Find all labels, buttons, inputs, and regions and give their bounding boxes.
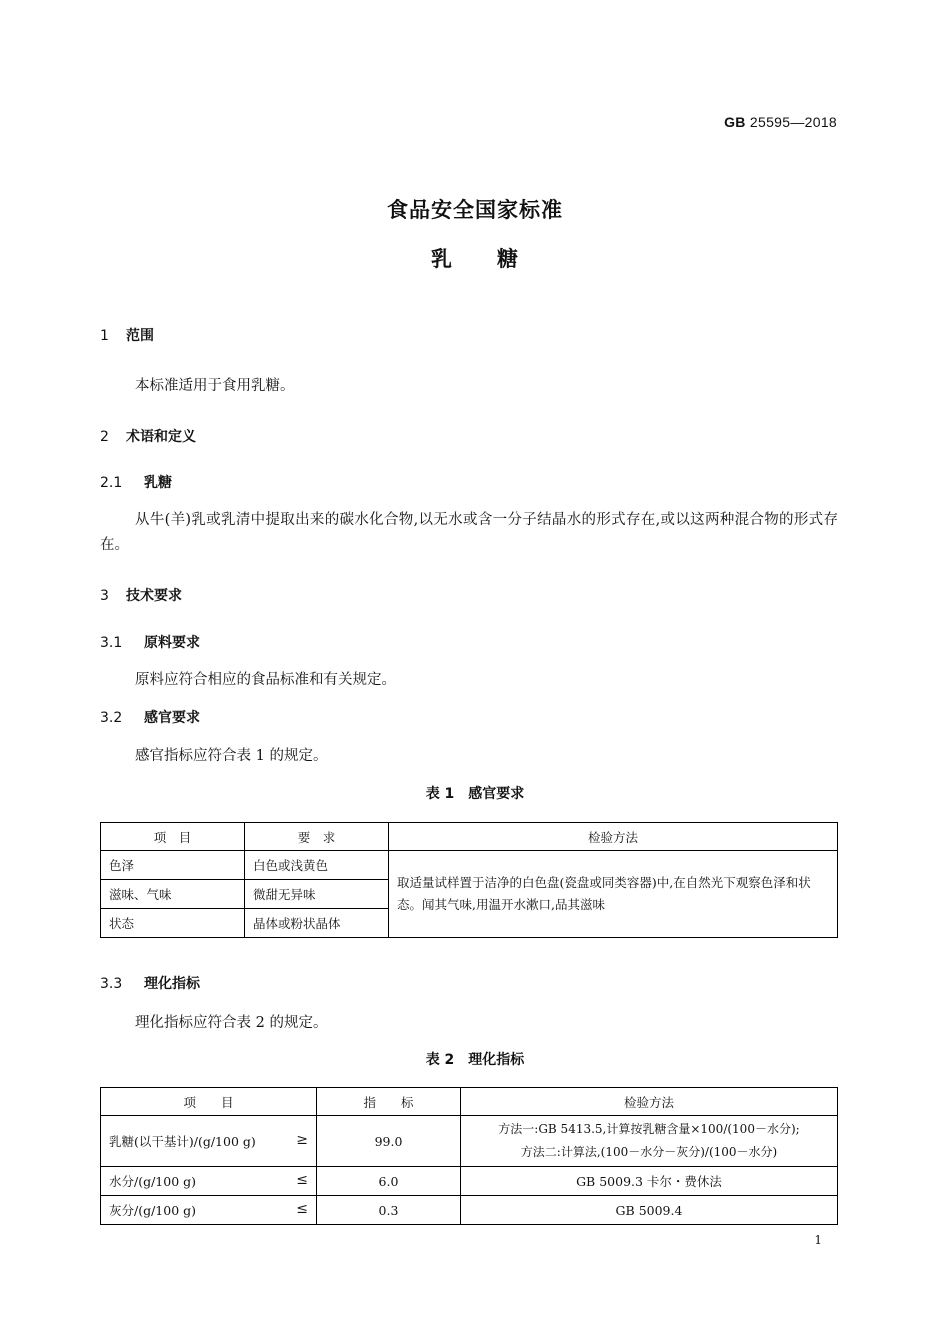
document-title: 食品安全国家标准 bbox=[387, 198, 563, 222]
section-3-heading bbox=[100, 585, 182, 605]
header-cell: 项 目 bbox=[101, 823, 245, 851]
value-cell: 0.3 bbox=[317, 1196, 461, 1225]
item-label: 乳糖(以干基计)/(g/100 g) bbox=[109, 1134, 256, 1149]
item-cell: 滋味、气味 bbox=[101, 880, 245, 909]
requirement-cell: 晶体或粉状晶体 bbox=[245, 909, 389, 938]
method-cell bbox=[461, 1116, 838, 1167]
section-3-1-text: 原料应符合相应的食品标准和有关规定。 bbox=[135, 672, 396, 688]
table-2 bbox=[100, 1087, 838, 1225]
section-number: 2 bbox=[100, 429, 109, 445]
standard-number: 25595—2018 bbox=[749, 114, 837, 130]
section-number: 1 bbox=[100, 328, 109, 344]
item-cell bbox=[101, 1167, 317, 1196]
section-number: 3 bbox=[100, 588, 109, 604]
section-2-heading bbox=[100, 426, 196, 446]
document-subtitle: 乳 糖 bbox=[431, 247, 519, 271]
table-row bbox=[101, 1167, 838, 1196]
table-header-row bbox=[101, 1088, 838, 1116]
item-cell bbox=[101, 1196, 317, 1225]
section-3-3-heading bbox=[100, 973, 200, 993]
standard-code bbox=[724, 114, 837, 130]
method-line: 方法一:GB 5413.5,计算按乳糖含量×100/(100－水分); bbox=[498, 1122, 800, 1136]
table-2-caption: 表 2 理化指标 bbox=[425, 1052, 525, 1068]
section-3-1-heading bbox=[100, 632, 200, 652]
item-label: 灰分/(g/100 g) bbox=[109, 1203, 197, 1218]
header-cell: 项 目 bbox=[101, 1088, 317, 1116]
table-1 bbox=[100, 822, 838, 938]
header-cell: 检验方法 bbox=[461, 1088, 838, 1116]
table-row bbox=[101, 1196, 838, 1225]
item-label: 水分/(g/100 g) bbox=[109, 1174, 197, 1189]
table-header-row bbox=[101, 823, 838, 851]
value-cell: 6.0 bbox=[317, 1167, 461, 1196]
section-number: 3.1 bbox=[100, 635, 123, 651]
section-3-3-text: 理化指标应符合表 2 的规定。 bbox=[135, 1015, 328, 1031]
table-row bbox=[101, 851, 838, 880]
method-line: 方法二:计算法,(100－水分－灰分)/(100－水分) bbox=[520, 1145, 778, 1159]
item-cell: 色泽 bbox=[101, 851, 245, 880]
header-cell: 检验方法 bbox=[389, 823, 838, 851]
section-1-heading bbox=[100, 325, 154, 345]
section-title: 术语和定义 bbox=[126, 429, 196, 445]
method-cell: GB 5009.3 卡尔・费休法 bbox=[461, 1167, 838, 1196]
section-number: 3.2 bbox=[100, 710, 123, 726]
section-title: 乳糖 bbox=[144, 475, 172, 491]
table-row bbox=[101, 1116, 838, 1167]
section-title: 感官要求 bbox=[144, 710, 200, 726]
section-title: 技术要求 bbox=[126, 588, 182, 604]
section-1-text: 本标准适用于食用乳糖。 bbox=[135, 378, 295, 394]
section-3-2-text: 感官指标应符合表 1 的规定。 bbox=[135, 748, 328, 764]
comparison-symbol: ≤ bbox=[296, 1201, 308, 1217]
section-number: 2.1 bbox=[100, 475, 123, 491]
section-title: 范围 bbox=[126, 328, 154, 344]
header-cell: 要 求 bbox=[245, 823, 389, 851]
table-1-caption: 表 1 感官要求 bbox=[425, 786, 525, 802]
section-title: 原料要求 bbox=[144, 635, 200, 651]
value-cell: 99.0 bbox=[317, 1116, 461, 1167]
method-cell: 取适量试样置于洁净的白色盘(瓷盘或同类容器)中,在自然光下观察色泽和状态。闻其气味,用温开水漱口,品其滋味 bbox=[389, 851, 838, 938]
requirement-cell: 微甜无异味 bbox=[245, 880, 389, 909]
item-cell bbox=[101, 1116, 317, 1167]
comparison-symbol: ≥ bbox=[296, 1132, 308, 1148]
standard-prefix: GB bbox=[724, 114, 746, 130]
section-title: 理化指标 bbox=[144, 976, 200, 992]
section-3-2-heading bbox=[100, 707, 200, 727]
section-number: 3.3 bbox=[100, 976, 123, 992]
comparison-symbol: ≤ bbox=[296, 1172, 308, 1188]
method-cell: GB 5009.4 bbox=[461, 1196, 838, 1225]
header-cell: 指 标 bbox=[317, 1088, 461, 1116]
section-2-1-heading bbox=[100, 472, 172, 492]
requirement-cell: 白色或浅黄色 bbox=[245, 851, 389, 880]
section-2-1-text: 从牛(羊)乳或乳清中提取出来的碳水化合物,以无水或含一分子结晶水的形式存在,或以这两种混合物的形式存在。 bbox=[100, 512, 838, 553]
page-number: 1 bbox=[814, 1233, 822, 1247]
item-cell: 状态 bbox=[101, 909, 245, 938]
